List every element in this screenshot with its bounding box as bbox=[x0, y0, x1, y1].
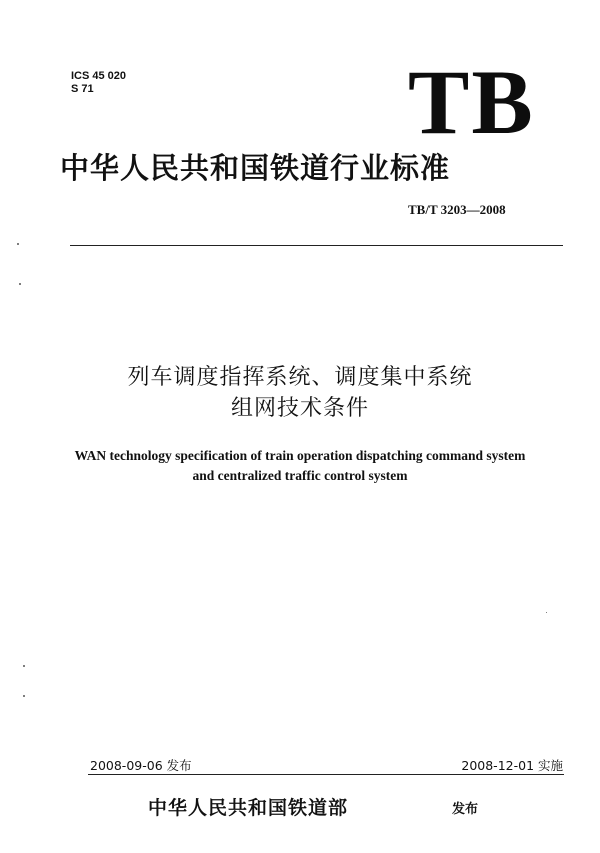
issuer-suffix: 发布 bbox=[452, 802, 479, 817]
standard-code: TB/T 3203—2008 bbox=[408, 202, 506, 217]
ics-code: ICS 45 020 bbox=[71, 70, 127, 82]
title-en-line2: and centralized traffic control system bbox=[192, 468, 408, 483]
scan-speck bbox=[19, 283, 21, 285]
issue-date: 2008-09-06 发布 bbox=[90, 758, 192, 773]
ccs-code: S 71 bbox=[71, 83, 94, 95]
standard-name: 中华人民共和国铁道行业标准 bbox=[60, 151, 451, 185]
scan-speck bbox=[17, 243, 19, 245]
title-cn-line1: 列车调度指挥系统、调度集中系统 bbox=[127, 365, 473, 390]
tb-logo: TB bbox=[408, 51, 535, 153]
scan-speck bbox=[23, 695, 25, 697]
top-divider bbox=[70, 245, 563, 246]
scan-speck bbox=[23, 665, 25, 667]
title-cn-line2: 组网技术条件 bbox=[230, 396, 369, 421]
implement-date: 2008-12-01 实施 bbox=[461, 758, 563, 773]
title-en-line1: WAN technology specification of train operation dispatching command system bbox=[74, 448, 526, 463]
issuer-name: 中华人民共和国铁道部 bbox=[148, 797, 349, 819]
bottom-divider bbox=[88, 774, 564, 775]
scan-speck bbox=[546, 612, 547, 613]
